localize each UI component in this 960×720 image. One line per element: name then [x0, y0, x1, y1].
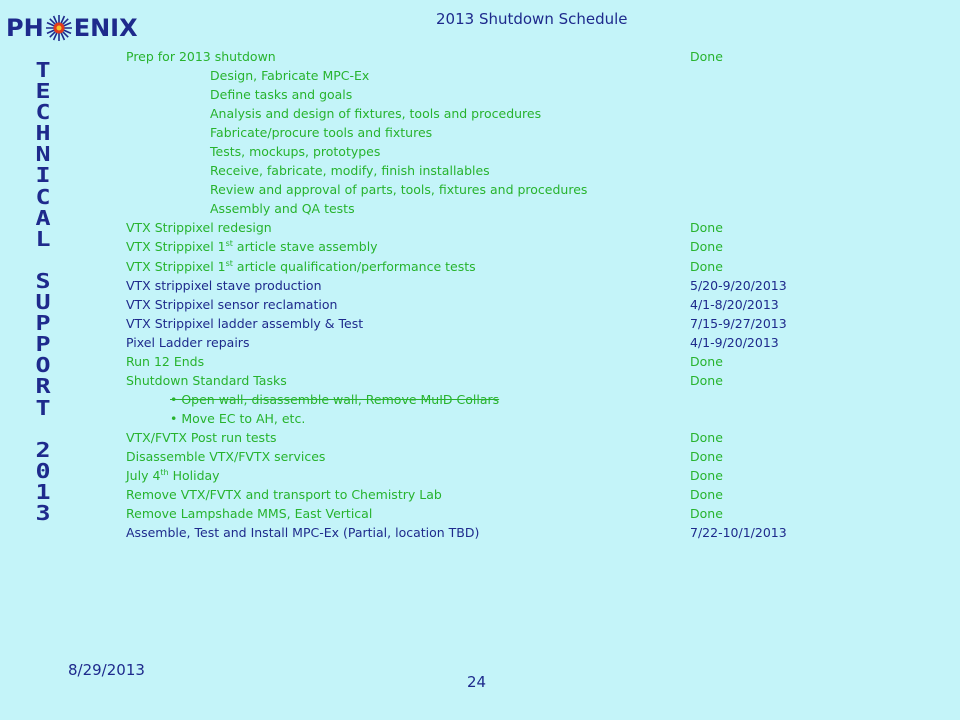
- technical-support-banner: [26, 60, 60, 524]
- schedule-row: [126, 237, 946, 256]
- task-name: [126, 314, 363, 333]
- task-text: Pixel Ladder repairs: [126, 334, 250, 350]
- logo-text-left: PH: [6, 14, 44, 42]
- task-status: 5/20-9/20/2013: [690, 277, 787, 293]
- task-ordinal-suffix: st: [225, 258, 233, 268]
- task-name: [126, 276, 322, 295]
- task-text: Review and approval of parts, tools, fixtures and procedures: [210, 182, 588, 198]
- schedule-row: [126, 47, 946, 66]
- task-ordinal-suffix: st: [225, 239, 233, 249]
- schedule-row: [126, 523, 946, 542]
- schedule-row: [126, 142, 946, 161]
- footer-date: 8/29/2013: [68, 661, 145, 679]
- banner-letter: T: [35, 58, 51, 82]
- task-text: VTX/FVTX Post run tests: [126, 429, 277, 445]
- schedule-row: [126, 123, 946, 142]
- task-text: Analysis and design of fixtures, tools and procedures: [210, 106, 542, 122]
- task-status: Done: [690, 220, 723, 236]
- banner-letter: O: [35, 353, 51, 378]
- task-text: VTX Strippixel sensor reclamation: [126, 296, 338, 312]
- banner-letter: P: [35, 311, 51, 336]
- task-name: [126, 523, 479, 542]
- banner-letter: 2: [35, 437, 51, 462]
- banner-letter: 0: [35, 458, 51, 483]
- schedule-row: [126, 295, 946, 314]
- task-name: [126, 428, 276, 447]
- schedule-row: [126, 466, 946, 485]
- schedule-row: [126, 428, 946, 447]
- sun-icon: [45, 14, 73, 42]
- task-text: Receive, fabricate, modify, finish installables: [210, 163, 490, 179]
- banner-letter: U: [35, 290, 51, 315]
- task-text: Define tasks and goals: [210, 87, 353, 103]
- task-name: [210, 180, 587, 199]
- task-status: 7/15-9/27/2013: [690, 315, 787, 331]
- slide-title: 2013 Shutdown Schedule: [436, 10, 628, 28]
- task-status: Done: [690, 506, 723, 522]
- schedule-row: [126, 104, 946, 123]
- schedule-row: [126, 161, 946, 180]
- task-text: Design, Fabricate MPC-Ex: [210, 68, 370, 84]
- task-status: Done: [690, 258, 723, 274]
- banner-letter: E: [35, 79, 51, 104]
- schedule-row: [126, 447, 946, 466]
- banner-letter: H: [35, 121, 51, 146]
- task-name: [210, 199, 355, 218]
- task-text: VTX Strippixel 1: [126, 239, 226, 255]
- task-text: Remove VTX/FVTX and transport to Chemistry Lab: [126, 487, 442, 503]
- banner-letter: 1: [35, 479, 51, 504]
- schedule-row: [126, 257, 946, 276]
- task-text-continued: article stave assembly: [232, 239, 378, 255]
- page-number: 24: [467, 673, 487, 691]
- task-name: [126, 237, 378, 256]
- task-status: Done: [690, 353, 723, 369]
- task-status: Done: [690, 239, 723, 255]
- banner-letter: A: [35, 205, 51, 230]
- task-text: Assembly and QA tests: [210, 201, 355, 217]
- task-name: [210, 142, 380, 161]
- task-text: Shutdown Standard Tasks: [126, 372, 287, 388]
- schedule-list: [126, 47, 946, 542]
- task-text: Remove Lampshade MMS, East Vertical: [126, 506, 373, 522]
- task-name: [126, 257, 476, 276]
- schedule-row: [126, 390, 946, 409]
- task-status: Done: [690, 49, 723, 64]
- schedule-row: [126, 409, 946, 428]
- task-name: [170, 390, 499, 409]
- task-status: Done: [690, 372, 723, 388]
- task-name: [210, 123, 432, 142]
- task-status: 7/22-10/1/2013: [690, 525, 787, 541]
- banner-letter: C: [35, 184, 51, 209]
- task-name: [126, 504, 372, 523]
- banner-letter: L: [35, 226, 51, 251]
- schedule-row: [126, 314, 946, 333]
- banner-letter: N: [35, 142, 51, 167]
- task-text: VTX Strippixel 1: [126, 258, 226, 274]
- task-name: [126, 447, 325, 466]
- schedule-row: [126, 276, 946, 295]
- task-name: [210, 161, 490, 180]
- schedule-row: [126, 218, 946, 237]
- task-name: [170, 409, 305, 428]
- task-name: [126, 218, 272, 237]
- task-name: [126, 371, 287, 390]
- banner-letter: T: [35, 395, 51, 420]
- schedule-row: [126, 180, 946, 199]
- task-text-continued: Holiday: [168, 468, 220, 484]
- task-status: 4/1-9/20/2013: [690, 334, 779, 350]
- task-text-continued: article qualification/performance tests: [232, 258, 476, 274]
- schedule-row: [126, 371, 946, 390]
- task-name: [210, 85, 352, 104]
- banner-letter: I: [35, 163, 51, 188]
- schedule-row: [126, 504, 946, 523]
- task-status: Done: [690, 487, 723, 503]
- task-text: Disassemble VTX/FVTX services: [126, 448, 326, 464]
- task-text: July 4: [126, 468, 161, 484]
- schedule-row: [126, 333, 946, 352]
- task-text: Run 12 Ends: [126, 353, 205, 369]
- task-status: Done: [690, 448, 723, 464]
- schedule-row: [126, 85, 946, 104]
- banner-letter: S: [35, 268, 51, 293]
- banner-letter: [22, 419, 65, 440]
- banner-letter: 3: [35, 500, 51, 525]
- task-name: [210, 66, 369, 85]
- banner-letter: [22, 250, 65, 271]
- task-name: [126, 485, 442, 504]
- task-text: VTX Strippixel redesign: [126, 220, 272, 236]
- schedule-row: [126, 66, 946, 85]
- logo-text-right: ENIX: [73, 14, 138, 42]
- task-status: 4/1-8/20/2013: [690, 296, 779, 312]
- task-text: • Open wall, disassemble wall, Remove MuID Collars: [170, 391, 500, 407]
- schedule-row: [126, 485, 946, 504]
- phenix-logo: [6, 14, 138, 42]
- task-name: [126, 295, 337, 314]
- task-text: Assemble, Test and Install MPC-Ex (Partial, location TBD): [126, 525, 480, 541]
- task-text: VTX strippixel stave production: [126, 277, 322, 293]
- task-status: Done: [690, 429, 723, 445]
- task-status: Done: [690, 468, 723, 484]
- task-text: VTX Strippixel ladder assembly & Test: [126, 315, 364, 331]
- task-name: [126, 466, 220, 485]
- task-name: [210, 104, 541, 123]
- task-name: [126, 47, 276, 66]
- task-text: Tests, mockups, prototypes: [210, 144, 381, 160]
- task-text: Fabricate/procure tools and fixtures: [210, 125, 433, 141]
- schedule-row: [126, 199, 946, 218]
- task-text: Prep for 2013 shutdown: [126, 49, 276, 64]
- banner-letter: R: [35, 374, 51, 399]
- task-name: [126, 352, 204, 371]
- banner-letter: P: [35, 332, 51, 357]
- banner-letter: C: [35, 100, 51, 125]
- task-name: [126, 333, 249, 352]
- task-text: • Move EC to AH, etc.: [170, 410, 306, 426]
- schedule-row: [126, 352, 946, 371]
- task-ordinal-suffix: th: [160, 468, 169, 478]
